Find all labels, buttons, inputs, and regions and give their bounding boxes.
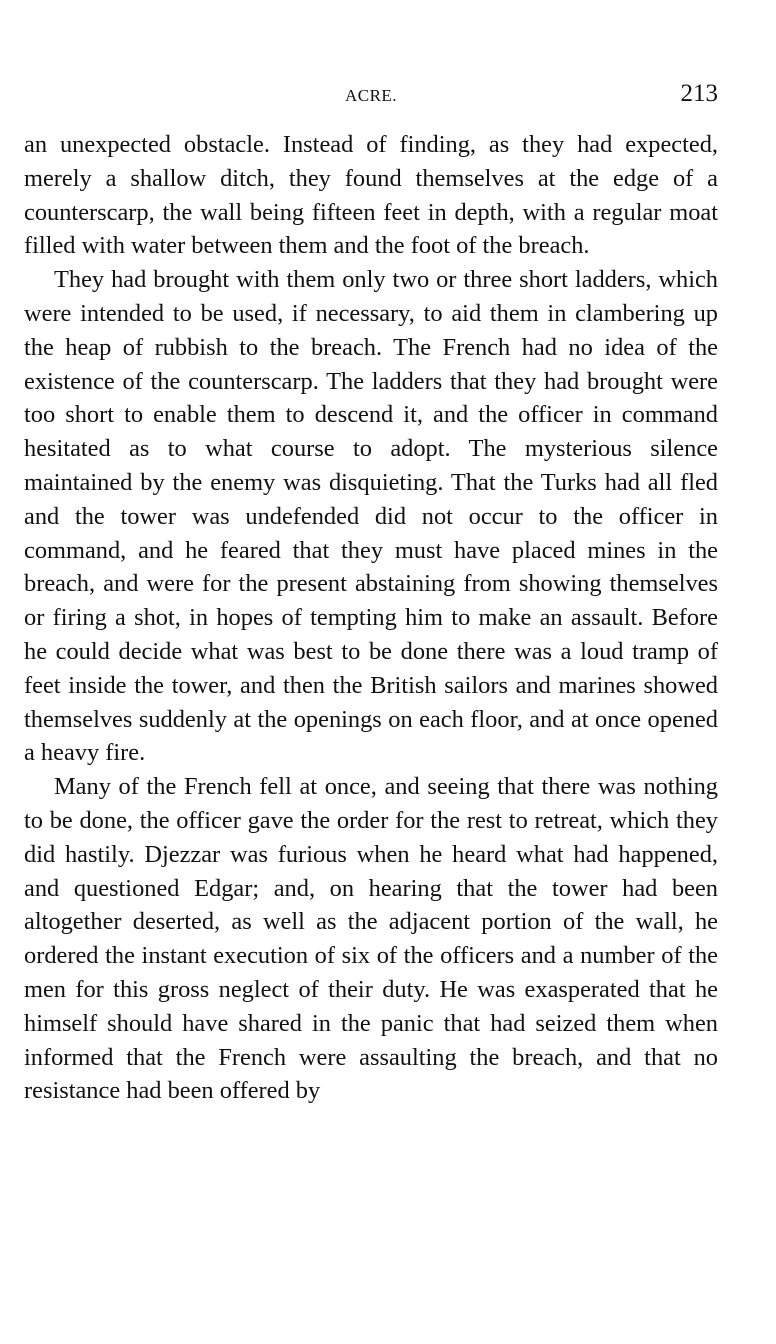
running-title: ACRE. xyxy=(344,86,398,105)
running-head xyxy=(24,80,718,116)
body-text xyxy=(24,128,718,1108)
page-number: 213 xyxy=(680,80,718,107)
paragraph-1: an unexpected obstacle. Instead of finding, as they had expected, merely a shallow ditch, they found themselves at the edge of a counterscarp, the wall being fifteen feet in depth, with a regular moat filled with water between them and the foot of the breach. xyxy=(24,131,718,260)
paragraph-3: Many of the French fell at once, and seeing that there was nothing to be done, the officer gave the order for the rest to retreat, which they did hastily. Djezzar was furious when he heard what had happened, and questioned Edgar; and, on hearing that the tower had been altogether deserted, as well as the adjacent portion of the wall, he ordered the instant execution of six of the officers and a number of the men for this gross neglect of their duty. He was exasperated that he himself should have shared in the panic that had seized them when informed that the French were assaulting the breach, and that no resistance had been offered by xyxy=(24,773,718,1105)
paragraph-2: They had brought with them only two or three short ladders, which were intended to be used, if necessary, to aid them in clambering up the heap of rubbish to the breach. The French had no idea of the existence of the counterscarp. The ladders that they had brought were too short to enable them to descend it, and the officer in command hesitated as to what course to adopt. The mysterious silence maintained by the enemy was disquieting. That the Turks had all fled and the tower was undefended did not occur to the officer in command, and he feared that they must have placed mines in the breach, and were for the present abstaining from showing themselves or firing a shot, in hopes of tempting him to make an assault. Before he could decide what was best to be done there was a loud tramp of feet inside the tower, and then the British sailors and marines showed themselves suddenly at the openings on each floor, and at once opened a heavy fire. xyxy=(24,266,718,767)
